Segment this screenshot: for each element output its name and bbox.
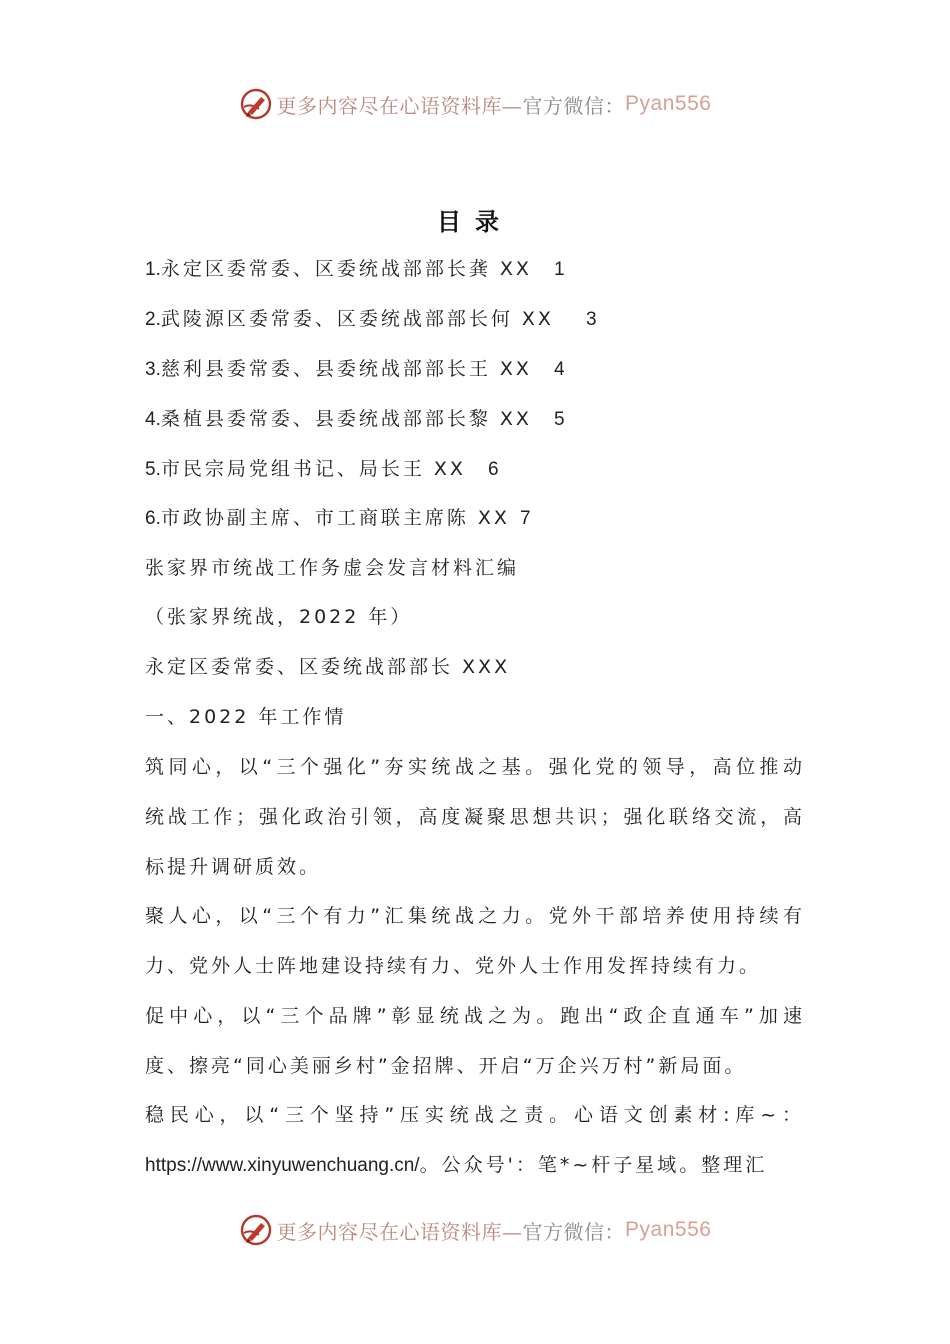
watermark-banner-bottom: [0, 1210, 950, 1250]
watermark-text: 更多内容尽在心语资料库—: [276, 93, 523, 118]
paragraph-line: 度、擦亮“同心美丽乡村”金招牌、开启“万企兴万村”新局面。: [145, 1055, 747, 1077]
source-url: https://www.xinyuwenchuang.cn/: [145, 1155, 420, 1176]
pen-logo-icon: [239, 87, 273, 121]
document-title: 张家界市统战工作务虚会发言材料汇编: [145, 557, 520, 579]
toc-entry-number: 6.: [145, 508, 161, 529]
document-source: （张家界统战，2022 年）: [145, 606, 413, 628]
pen-logo-icon: [239, 1213, 273, 1247]
toc-entry-number: 4.: [145, 409, 161, 430]
paragraph-line: 聚人心，以“三个有力”汇集统战之力。党外干部培养使用持续有: [145, 905, 805, 927]
toc-entry-page: 6: [487, 459, 499, 480]
toc-entry-number: 1.: [145, 259, 161, 280]
watermark-wechat-label: 官方微信：: [522, 93, 626, 118]
toc-entry-text: 永定区委常委、区委统战部部长龚 XX: [160, 258, 532, 280]
toc-entry: [145, 454, 499, 485]
toc-entry-text: 市民宗局党组书记、局长王 XX: [160, 458, 466, 480]
toc-entry-number: 2.: [145, 309, 161, 330]
watermark-wechat-id: Pyan556: [625, 92, 712, 115]
toc-entry-text: 桑植县委常委、县委统战部部长黎 XX: [160, 408, 532, 430]
watermark-banner-top: [0, 84, 950, 124]
toc-entry-page: 5: [553, 409, 565, 430]
toc-title: 目录: [437, 208, 513, 236]
toc-entry: [145, 304, 597, 335]
paragraph-tail: 。公众号'：笔*~杆子星域。整理汇: [419, 1154, 768, 1176]
toc-entry-page: 7: [519, 508, 531, 529]
toc-entry-number: 3.: [145, 359, 161, 380]
toc-entry: [145, 404, 565, 435]
toc-entry-number: 5.: [145, 459, 161, 480]
watermark-wechat-label: 官方微信：: [522, 1219, 626, 1244]
toc-entry-text: 市政协副主席、市工商联主席陈 XX: [160, 507, 510, 529]
toc-entry-page: 4: [553, 359, 565, 380]
toc-entry: [145, 354, 565, 385]
paragraph-line: 促中心，以“三个品牌”彰显统战之为。跑出“政企直通车”加速: [145, 1005, 805, 1027]
toc-entry-page: 3: [585, 309, 597, 330]
watermark-text: 更多内容尽在心语资料库—: [276, 1219, 523, 1244]
paragraph-line: 筑同心，以“三个强化”夯实统战之基。强化党的领导，高位推动: [145, 756, 805, 778]
watermark-wechat-id: Pyan556: [625, 1218, 712, 1241]
speaker-line: 永定区委常委、区委统战部部长 XXX: [145, 656, 511, 678]
toc-entry: [145, 503, 531, 534]
paragraph-line: 统战工作；强化政治引领，高度凝聚思想共识；强化联络交流，高: [145, 806, 805, 828]
toc-entry: [145, 254, 565, 285]
section-heading: 一、2022 年工作情: [145, 706, 347, 728]
toc-entry-text: 武陵源区委常委、区委统战部部长何 XX: [160, 308, 554, 330]
paragraph-line: 标提升调研质效。: [145, 856, 322, 878]
paragraph-line: 稳民心，以“三个坚持”压实统战之责。心语文创素材:库~：: [145, 1104, 805, 1126]
paragraph-line: [145, 1150, 767, 1181]
paragraph-line: 力、党外人士阵地建设持续有力、党外人士作用发挥持续有力。: [145, 955, 762, 977]
toc-entry-page: 1: [553, 259, 565, 280]
toc-entry-text: 慈利县委常委、县委统战部部长王 XX: [160, 358, 532, 380]
